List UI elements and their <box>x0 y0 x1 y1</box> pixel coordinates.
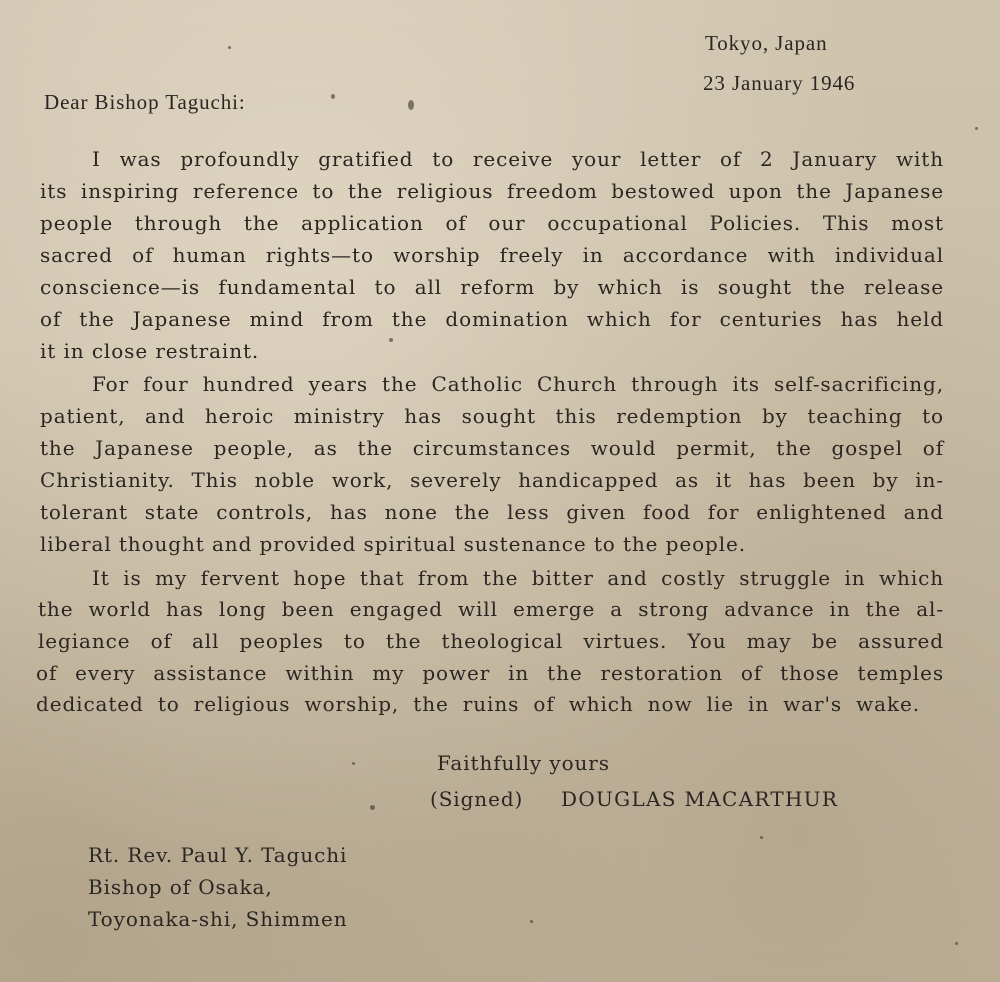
letter-salutation: Dear Bishop Taguchi: <box>44 90 246 114</box>
body-line: patient, and heroic ministry has sought this redemption by teaching to <box>40 404 944 428</box>
dust-speck <box>975 127 978 130</box>
body-line: sacred of human rights—to worship freely in accordance with individual <box>40 243 944 267</box>
body-line: Christianity. This noble work, severely handicapped as it has been by in- <box>40 468 944 492</box>
body-line: its inspiring reference to the religious freedom bestowed upon the Japanese <box>40 179 944 203</box>
body-line: of every assistance within my power in the restoration of those temples <box>36 661 944 685</box>
dust-speck <box>228 46 231 49</box>
dust-speck <box>389 338 393 342</box>
letter-closing: Faithfully yours <box>437 751 610 775</box>
body-line: For four hundred years the Catholic Church through its self-sacrificing, <box>92 372 944 396</box>
dust-speck <box>370 805 375 810</box>
body-line: of the Japanese mind from the domination which for centuries has held <box>40 307 944 331</box>
recipient-title: Bishop of Osaka, <box>88 875 273 899</box>
body-line: I was profoundly gratified to receive your letter of 2 January with <box>92 147 944 171</box>
body-line: it in close restraint. <box>40 339 260 363</box>
dust-speck <box>352 762 355 765</box>
dust-speck <box>530 920 533 923</box>
recipient-address: Toyonaka-shi, Shimmen <box>88 907 348 931</box>
body-line: conscience—is fundamental to all reform by which is sought the release <box>40 275 944 299</box>
dust-speck <box>408 100 414 110</box>
body-line: dedicated to religious worship, the ruins of which now lie in war's wake. <box>36 692 920 716</box>
signed-label: (Signed) <box>430 787 524 811</box>
recipient-name: Rt. Rev. Paul Y. Taguchi <box>88 843 348 867</box>
body-line: It is my fervent hope that from the bitter and costly struggle in which <box>92 566 944 590</box>
signer-name: DOUGLAS MACARTHUR <box>561 787 839 811</box>
letter-place: Tokyo, Japan <box>705 31 828 55</box>
body-line: tolerant state controls, has none the less given food for enlightened and <box>40 500 944 524</box>
body-line: liberal thought and provided spiritual sustenance to the people. <box>40 532 747 556</box>
dust-speck <box>955 942 958 945</box>
body-line: people through the application of our occupational Policies. This most <box>40 211 944 235</box>
dust-speck <box>760 836 763 839</box>
body-line: the world has long been engaged will emerge a strong advance in the al- <box>38 597 944 621</box>
dust-speck <box>331 94 335 99</box>
body-line: legiance of all peoples to the theological virtues. You may be assured <box>38 629 944 653</box>
letter-date: 23 January 1946 <box>703 71 856 95</box>
body-line: the Japanese people, as the circumstances would permit, the gospel of <box>40 436 944 460</box>
